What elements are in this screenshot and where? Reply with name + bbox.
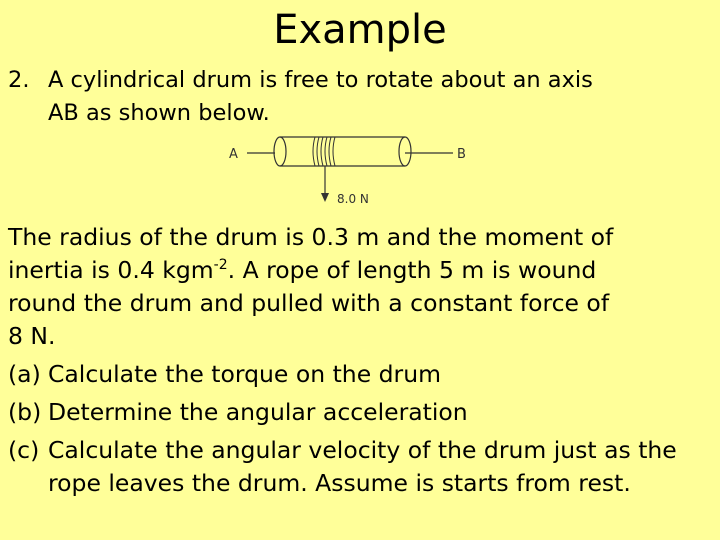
rope-windings <box>313 137 335 166</box>
part-c-text: Calculate the angular velocity of the drum just as the rope leaves the drum. Assume is starts from rest. <box>48 436 677 497</box>
part-a-label: (a) <box>8 360 41 388</box>
unit-exponent: -2 <box>213 257 228 274</box>
part-b <box>8 396 713 429</box>
problem-body <box>8 221 713 500</box>
part-a <box>8 358 713 391</box>
paragraph-line-2-start: inertia is 0.4 kgm <box>8 256 214 284</box>
question-number: 2. <box>8 67 30 93</box>
paragraph-line-1: The radius of the drum is 0.3 m and the moment of <box>8 223 614 251</box>
part-a-text: Calculate the torque on the drum <box>48 360 441 388</box>
question-line-1: A cylindrical drum is free to rotate about an axis <box>48 67 593 93</box>
part-b-label: (b) <box>8 398 42 426</box>
paragraph-line-2 <box>8 254 713 287</box>
question-line-2: AB as shown below. <box>48 100 270 126</box>
force-arrow-head-icon <box>321 193 329 202</box>
paragraph-line-3: round the drum and pulled with a constant force of <box>8 289 610 317</box>
paragraph-line-2-end: . A rope of length 5 m is wound <box>227 256 597 284</box>
drum-cylinder <box>274 137 411 166</box>
part-c-label: (c) <box>8 436 40 464</box>
drum-diagram <box>225 133 480 208</box>
slide-title: Example <box>273 7 447 53</box>
axis-label-a: A <box>229 147 238 162</box>
paragraph-line-4: 8 N. <box>8 322 56 350</box>
question-statement <box>8 64 708 130</box>
part-c <box>8 434 713 500</box>
force-label: 8.0 N <box>337 192 369 206</box>
part-b-text: Determine the angular acceleration <box>48 398 468 426</box>
axis-label-b: B <box>457 147 466 162</box>
